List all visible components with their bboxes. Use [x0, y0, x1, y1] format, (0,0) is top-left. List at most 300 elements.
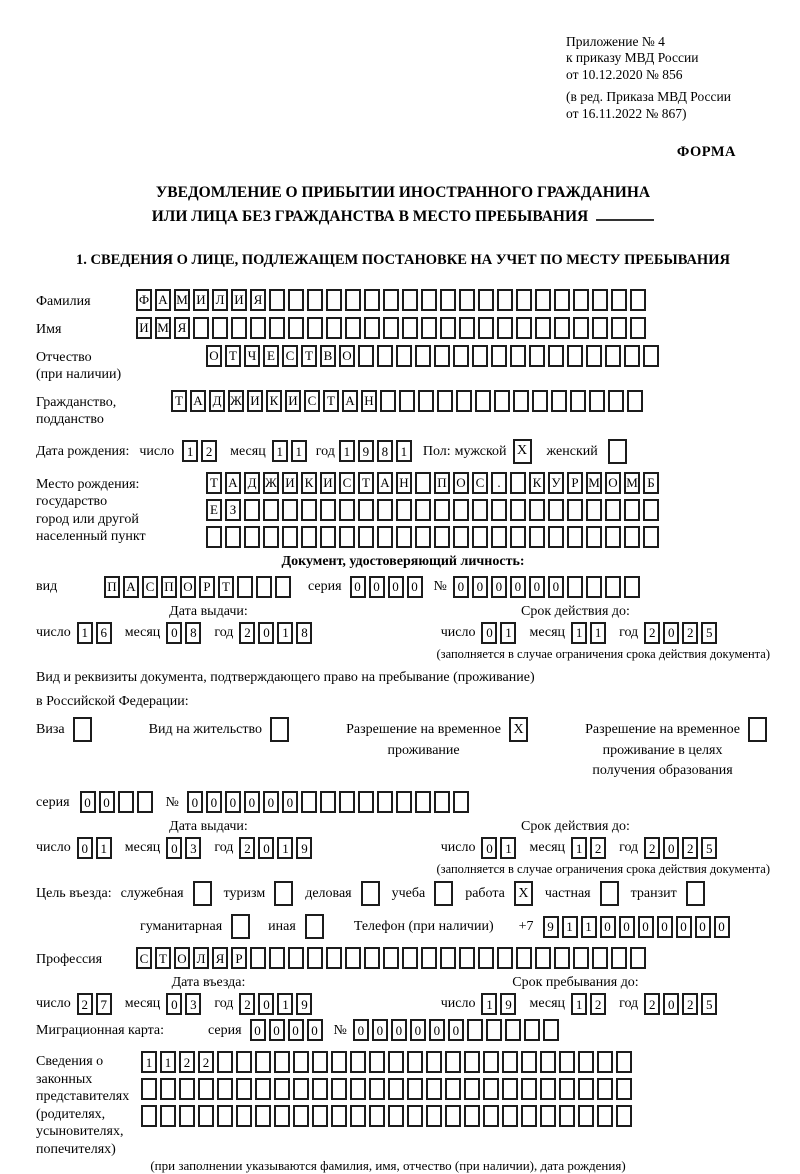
- char-cell[interactable]: М: [155, 317, 171, 339]
- char-cell[interactable]: [597, 1105, 613, 1127]
- char-cell[interactable]: [217, 1051, 233, 1073]
- char-cell[interactable]: 1: [160, 1051, 176, 1073]
- char-cell[interactable]: [624, 576, 640, 598]
- char-cell[interactable]: [415, 345, 431, 367]
- char-cell[interactable]: Е: [263, 345, 279, 367]
- migration-number-cells[interactable]: [353, 1019, 562, 1041]
- char-cell[interactable]: [244, 499, 260, 521]
- char-cell[interactable]: [377, 791, 393, 813]
- char-cell[interactable]: [524, 1019, 540, 1041]
- char-cell[interactable]: [396, 499, 412, 521]
- char-cell[interactable]: [255, 1078, 271, 1100]
- char-cell[interactable]: [377, 345, 393, 367]
- char-cell[interactable]: [529, 526, 545, 548]
- char-cell[interactable]: [301, 499, 317, 521]
- char-cell[interactable]: 1: [581, 916, 597, 938]
- char-cell[interactable]: А: [225, 472, 241, 494]
- char-cell[interactable]: [293, 1105, 309, 1127]
- char-cell[interactable]: [453, 499, 469, 521]
- char-cell[interactable]: 2: [682, 837, 698, 859]
- char-cell[interactable]: И: [320, 472, 336, 494]
- entry-year-cells[interactable]: [239, 993, 315, 1015]
- char-cell[interactable]: 0: [429, 1019, 445, 1041]
- char-cell[interactable]: [586, 345, 602, 367]
- char-cell[interactable]: 8: [296, 622, 312, 644]
- char-cell[interactable]: [269, 947, 285, 969]
- char-cell[interactable]: Е: [206, 499, 222, 521]
- birth-place-row3-cells[interactable]: [206, 526, 662, 548]
- char-cell[interactable]: [231, 914, 250, 939]
- char-cell[interactable]: [630, 289, 646, 311]
- char-cell[interactable]: [396, 345, 412, 367]
- char-cell[interactable]: [369, 1105, 385, 1127]
- migration-series-cells[interactable]: [250, 1019, 326, 1041]
- char-cell[interactable]: [686, 881, 705, 906]
- char-cell[interactable]: С: [304, 390, 320, 412]
- char-cell[interactable]: [402, 289, 418, 311]
- char-cell[interactable]: Н: [396, 472, 412, 494]
- char-cell[interactable]: [269, 289, 285, 311]
- char-cell[interactable]: X: [514, 881, 533, 906]
- birth-month-cells[interactable]: [272, 440, 310, 462]
- char-cell[interactable]: [198, 1105, 214, 1127]
- identity-issue-day-cells[interactable]: [77, 622, 115, 644]
- char-cell[interactable]: [206, 526, 222, 548]
- residence-issue-month-cells[interactable]: [166, 837, 204, 859]
- char-cell[interactable]: [383, 947, 399, 969]
- residence-valid-day-cells[interactable]: [481, 837, 519, 859]
- char-cell[interactable]: [573, 947, 589, 969]
- phone-cells[interactable]: [543, 916, 733, 938]
- purpose-private-checkbox[interactable]: [600, 881, 622, 906]
- edu-permit-checkbox[interactable]: [748, 717, 770, 742]
- char-cell[interactable]: 0: [548, 576, 564, 598]
- char-cell[interactable]: Т: [358, 472, 374, 494]
- char-cell[interactable]: 1: [96, 837, 112, 859]
- char-cell[interactable]: [616, 1105, 632, 1127]
- char-cell[interactable]: [377, 526, 393, 548]
- char-cell[interactable]: М: [586, 472, 602, 494]
- char-cell[interactable]: [497, 317, 513, 339]
- char-cell[interactable]: [255, 1105, 271, 1127]
- char-cell[interactable]: [237, 576, 253, 598]
- char-cell[interactable]: [326, 317, 342, 339]
- char-cell[interactable]: [407, 1078, 423, 1100]
- char-cell[interactable]: [586, 576, 602, 598]
- char-cell[interactable]: 0: [657, 916, 673, 938]
- char-cell[interactable]: 1: [571, 622, 587, 644]
- char-cell[interactable]: [350, 1078, 366, 1100]
- char-cell[interactable]: [554, 289, 570, 311]
- residence-issue-day-cells[interactable]: [77, 837, 115, 859]
- char-cell[interactable]: О: [605, 472, 621, 494]
- char-cell[interactable]: [407, 1105, 423, 1127]
- char-cell[interactable]: [605, 526, 621, 548]
- purpose-official-checkbox[interactable]: [193, 881, 215, 906]
- char-cell[interactable]: 0: [491, 576, 507, 598]
- char-cell[interactable]: 1: [481, 993, 497, 1015]
- char-cell[interactable]: 0: [258, 622, 274, 644]
- char-cell[interactable]: Л: [212, 289, 228, 311]
- char-cell[interactable]: П: [434, 472, 450, 494]
- char-cell[interactable]: [407, 1051, 423, 1073]
- char-cell[interactable]: [521, 1105, 537, 1127]
- char-cell[interactable]: [380, 390, 396, 412]
- legal-reps-row2-cells[interactable]: [141, 1078, 635, 1100]
- char-cell[interactable]: [551, 390, 567, 412]
- char-cell[interactable]: [611, 317, 627, 339]
- char-cell[interactable]: С: [142, 576, 158, 598]
- char-cell[interactable]: [383, 289, 399, 311]
- char-cell[interactable]: [605, 345, 621, 367]
- char-cell[interactable]: [453, 345, 469, 367]
- char-cell[interactable]: 0: [206, 791, 222, 813]
- char-cell[interactable]: Р: [199, 576, 215, 598]
- char-cell[interactable]: [624, 499, 640, 521]
- purpose-other-checkbox[interactable]: [305, 914, 327, 939]
- char-cell[interactable]: [358, 526, 374, 548]
- char-cell[interactable]: [592, 947, 608, 969]
- char-cell[interactable]: 2: [77, 993, 93, 1015]
- char-cell[interactable]: 1: [571, 993, 587, 1015]
- identity-kind-cells[interactable]: [104, 576, 294, 598]
- char-cell[interactable]: Д: [209, 390, 225, 412]
- char-cell[interactable]: [616, 1051, 632, 1073]
- temp-permit-checkbox[interactable]: [509, 717, 531, 742]
- char-cell[interactable]: [464, 1105, 480, 1127]
- char-cell[interactable]: Ч: [244, 345, 260, 367]
- char-cell[interactable]: 0: [407, 576, 423, 598]
- char-cell[interactable]: [497, 289, 513, 311]
- char-cell[interactable]: [255, 1051, 271, 1073]
- char-cell[interactable]: Т: [225, 345, 241, 367]
- char-cell[interactable]: [516, 289, 532, 311]
- char-cell[interactable]: [630, 317, 646, 339]
- char-cell[interactable]: [643, 345, 659, 367]
- char-cell[interactable]: [497, 947, 513, 969]
- char-cell[interactable]: 0: [481, 837, 497, 859]
- char-cell[interactable]: С: [136, 947, 152, 969]
- char-cell[interactable]: [212, 317, 228, 339]
- char-cell[interactable]: [282, 526, 298, 548]
- char-cell[interactable]: 1: [141, 1051, 157, 1073]
- char-cell[interactable]: [510, 345, 526, 367]
- char-cell[interactable]: [301, 526, 317, 548]
- char-cell[interactable]: [586, 526, 602, 548]
- residence-number-cells[interactable]: [187, 791, 472, 813]
- char-cell[interactable]: [388, 1051, 404, 1073]
- identity-number-cells[interactable]: [453, 576, 643, 598]
- char-cell[interactable]: [193, 317, 209, 339]
- char-cell[interactable]: X: [509, 717, 528, 742]
- char-cell[interactable]: 9: [296, 837, 312, 859]
- char-cell[interactable]: [589, 390, 605, 412]
- char-cell[interactable]: [388, 1105, 404, 1127]
- char-cell[interactable]: [270, 717, 289, 742]
- char-cell[interactable]: 2: [682, 993, 698, 1015]
- char-cell[interactable]: [339, 499, 355, 521]
- char-cell[interactable]: 0: [388, 576, 404, 598]
- char-cell[interactable]: 1: [277, 993, 293, 1015]
- char-cell[interactable]: [472, 345, 488, 367]
- char-cell[interactable]: 7: [96, 993, 112, 1015]
- char-cell[interactable]: [475, 390, 491, 412]
- char-cell[interactable]: X: [513, 439, 532, 464]
- char-cell[interactable]: 0: [663, 993, 679, 1015]
- char-cell[interactable]: [600, 881, 619, 906]
- char-cell[interactable]: 5: [701, 993, 717, 1015]
- char-cell[interactable]: [459, 289, 475, 311]
- char-cell[interactable]: [345, 289, 361, 311]
- purpose-tourism-checkbox[interactable]: [274, 881, 296, 906]
- purpose-business-checkbox[interactable]: [361, 881, 383, 906]
- char-cell[interactable]: [608, 390, 624, 412]
- residence-valid-year-cells[interactable]: [644, 837, 720, 859]
- char-cell[interactable]: Ф: [136, 289, 152, 311]
- char-cell[interactable]: 1: [291, 440, 307, 462]
- stay-until-day-cells[interactable]: [481, 993, 519, 1015]
- char-cell[interactable]: Т: [171, 390, 187, 412]
- char-cell[interactable]: [486, 1019, 502, 1041]
- char-cell[interactable]: Б: [643, 472, 659, 494]
- char-cell[interactable]: [141, 1078, 157, 1100]
- char-cell[interactable]: Ж: [263, 472, 279, 494]
- char-cell[interactable]: [567, 499, 583, 521]
- char-cell[interactable]: [179, 1105, 195, 1127]
- char-cell[interactable]: [586, 499, 602, 521]
- char-cell[interactable]: 2: [239, 622, 255, 644]
- char-cell[interactable]: [377, 499, 393, 521]
- char-cell[interactable]: Т: [155, 947, 171, 969]
- char-cell[interactable]: [608, 439, 627, 464]
- char-cell[interactable]: 2: [201, 440, 217, 462]
- char-cell[interactable]: Т: [206, 472, 222, 494]
- char-cell[interactable]: [437, 390, 453, 412]
- char-cell[interactable]: С: [282, 345, 298, 367]
- char-cell[interactable]: [418, 390, 434, 412]
- char-cell[interactable]: [578, 1051, 594, 1073]
- char-cell[interactable]: 1: [77, 622, 93, 644]
- surname-cells[interactable]: [136, 289, 649, 311]
- char-cell[interactable]: [502, 1078, 518, 1100]
- char-cell[interactable]: 0: [663, 622, 679, 644]
- char-cell[interactable]: [282, 499, 298, 521]
- char-cell[interactable]: [597, 1078, 613, 1100]
- char-cell[interactable]: 9: [543, 916, 559, 938]
- char-cell[interactable]: [516, 317, 532, 339]
- char-cell[interactable]: [345, 947, 361, 969]
- char-cell[interactable]: Р: [567, 472, 583, 494]
- char-cell[interactable]: 2: [590, 993, 606, 1015]
- char-cell[interactable]: В: [320, 345, 336, 367]
- char-cell[interactable]: И: [231, 289, 247, 311]
- char-cell[interactable]: [597, 1051, 613, 1073]
- char-cell[interactable]: [573, 317, 589, 339]
- char-cell[interactable]: [274, 1051, 290, 1073]
- char-cell[interactable]: 2: [644, 993, 660, 1015]
- char-cell[interactable]: [307, 947, 323, 969]
- char-cell[interactable]: [554, 947, 570, 969]
- char-cell[interactable]: [483, 1051, 499, 1073]
- char-cell[interactable]: [434, 791, 450, 813]
- char-cell[interactable]: [456, 390, 472, 412]
- char-cell[interactable]: [616, 1078, 632, 1100]
- char-cell[interactable]: [567, 526, 583, 548]
- char-cell[interactable]: [605, 576, 621, 598]
- char-cell[interactable]: [483, 1105, 499, 1127]
- profession-cells[interactable]: [136, 947, 649, 969]
- char-cell[interactable]: [467, 1019, 483, 1041]
- char-cell[interactable]: 6: [96, 622, 112, 644]
- char-cell[interactable]: [529, 345, 545, 367]
- char-cell[interactable]: [605, 499, 621, 521]
- char-cell[interactable]: 0: [676, 916, 692, 938]
- char-cell[interactable]: 1: [571, 837, 587, 859]
- birth-place-row1-cells[interactable]: [206, 472, 662, 494]
- identity-issue-month-cells[interactable]: [166, 622, 204, 644]
- char-cell[interactable]: [350, 1051, 366, 1073]
- char-cell[interactable]: 1: [500, 622, 516, 644]
- char-cell[interactable]: [358, 791, 374, 813]
- char-cell[interactable]: 0: [453, 576, 469, 598]
- char-cell[interactable]: 0: [410, 1019, 426, 1041]
- char-cell[interactable]: 5: [701, 622, 717, 644]
- char-cell[interactable]: [521, 1051, 537, 1073]
- identity-series-cells[interactable]: [350, 576, 426, 598]
- char-cell[interactable]: С: [472, 472, 488, 494]
- char-cell[interactable]: [364, 289, 380, 311]
- char-cell[interactable]: [326, 947, 342, 969]
- char-cell[interactable]: [540, 1051, 556, 1073]
- char-cell[interactable]: [494, 390, 510, 412]
- char-cell[interactable]: К: [529, 472, 545, 494]
- char-cell[interactable]: 1: [339, 440, 355, 462]
- char-cell[interactable]: [440, 289, 456, 311]
- char-cell[interactable]: [459, 947, 475, 969]
- char-cell[interactable]: [421, 317, 437, 339]
- char-cell[interactable]: М: [174, 289, 190, 311]
- char-cell[interactable]: 2: [198, 1051, 214, 1073]
- char-cell[interactable]: 0: [600, 916, 616, 938]
- char-cell[interactable]: П: [161, 576, 177, 598]
- visa-checkbox[interactable]: [73, 717, 95, 742]
- char-cell[interactable]: [434, 881, 453, 906]
- char-cell[interactable]: [513, 390, 529, 412]
- char-cell[interactable]: [459, 317, 475, 339]
- char-cell[interactable]: 9: [296, 993, 312, 1015]
- sex-female-checkbox[interactable]: [608, 439, 630, 464]
- char-cell[interactable]: [369, 1078, 385, 1100]
- char-cell[interactable]: [464, 1078, 480, 1100]
- char-cell[interactable]: [415, 472, 431, 494]
- char-cell[interactable]: А: [190, 390, 206, 412]
- char-cell[interactable]: О: [206, 345, 222, 367]
- char-cell[interactable]: 1: [590, 622, 606, 644]
- char-cell[interactable]: 0: [80, 791, 96, 813]
- char-cell[interactable]: [643, 499, 659, 521]
- char-cell[interactable]: [301, 791, 317, 813]
- char-cell[interactable]: [293, 1078, 309, 1100]
- char-cell[interactable]: [198, 1078, 214, 1100]
- char-cell[interactable]: Я: [174, 317, 190, 339]
- char-cell[interactable]: [415, 526, 431, 548]
- char-cell[interactable]: [624, 526, 640, 548]
- char-cell[interactable]: М: [624, 472, 640, 494]
- identity-valid-month-cells[interactable]: [571, 622, 609, 644]
- char-cell[interactable]: [567, 576, 583, 598]
- char-cell[interactable]: 0: [99, 791, 115, 813]
- char-cell[interactable]: 0: [350, 576, 366, 598]
- char-cell[interactable]: [312, 1078, 328, 1100]
- char-cell[interactable]: О: [174, 947, 190, 969]
- char-cell[interactable]: [478, 289, 494, 311]
- char-cell[interactable]: [548, 526, 564, 548]
- char-cell[interactable]: 0: [187, 791, 203, 813]
- stay-until-year-cells[interactable]: [644, 993, 720, 1015]
- char-cell[interactable]: [630, 947, 646, 969]
- char-cell[interactable]: [510, 472, 526, 494]
- char-cell[interactable]: [415, 499, 431, 521]
- purpose-work-checkbox[interactable]: [514, 881, 536, 906]
- char-cell[interactable]: [217, 1105, 233, 1127]
- char-cell[interactable]: [288, 317, 304, 339]
- char-cell[interactable]: [263, 499, 279, 521]
- legal-reps-row3-cells[interactable]: [141, 1105, 635, 1127]
- char-cell[interactable]: К: [301, 472, 317, 494]
- char-cell[interactable]: 0: [391, 1019, 407, 1041]
- char-cell[interactable]: [445, 1105, 461, 1127]
- char-cell[interactable]: 0: [166, 993, 182, 1015]
- birth-year-cells[interactable]: [339, 440, 415, 462]
- char-cell[interactable]: Я: [212, 947, 228, 969]
- char-cell[interactable]: [364, 317, 380, 339]
- char-cell[interactable]: [358, 499, 374, 521]
- char-cell[interactable]: [570, 390, 586, 412]
- char-cell[interactable]: [421, 289, 437, 311]
- char-cell[interactable]: [331, 1078, 347, 1100]
- char-cell[interactable]: [529, 499, 545, 521]
- char-cell[interactable]: [434, 345, 450, 367]
- char-cell[interactable]: 0: [166, 837, 182, 859]
- char-cell[interactable]: [535, 317, 551, 339]
- char-cell[interactable]: [516, 947, 532, 969]
- char-cell[interactable]: 0: [372, 1019, 388, 1041]
- char-cell[interactable]: [369, 1051, 385, 1073]
- char-cell[interactable]: [179, 1078, 195, 1100]
- char-cell[interactable]: 1: [396, 440, 412, 462]
- char-cell[interactable]: 0: [258, 993, 274, 1015]
- char-cell[interactable]: [510, 526, 526, 548]
- char-cell[interactable]: Р: [231, 947, 247, 969]
- char-cell[interactable]: [274, 881, 293, 906]
- char-cell[interactable]: 1: [277, 837, 293, 859]
- char-cell[interactable]: [312, 1105, 328, 1127]
- char-cell[interactable]: [748, 717, 767, 742]
- char-cell[interactable]: Н: [361, 390, 377, 412]
- char-cell[interactable]: О: [180, 576, 196, 598]
- char-cell[interactable]: [263, 526, 279, 548]
- char-cell[interactable]: Я: [250, 289, 266, 311]
- char-cell[interactable]: [339, 526, 355, 548]
- char-cell[interactable]: [288, 947, 304, 969]
- char-cell[interactable]: [578, 1078, 594, 1100]
- char-cell[interactable]: [643, 526, 659, 548]
- citizenship-cells[interactable]: [171, 390, 646, 412]
- char-cell[interactable]: 0: [225, 791, 241, 813]
- char-cell[interactable]: [445, 1078, 461, 1100]
- sex-male-checkbox[interactable]: [513, 439, 535, 464]
- char-cell[interactable]: 0: [269, 1019, 285, 1041]
